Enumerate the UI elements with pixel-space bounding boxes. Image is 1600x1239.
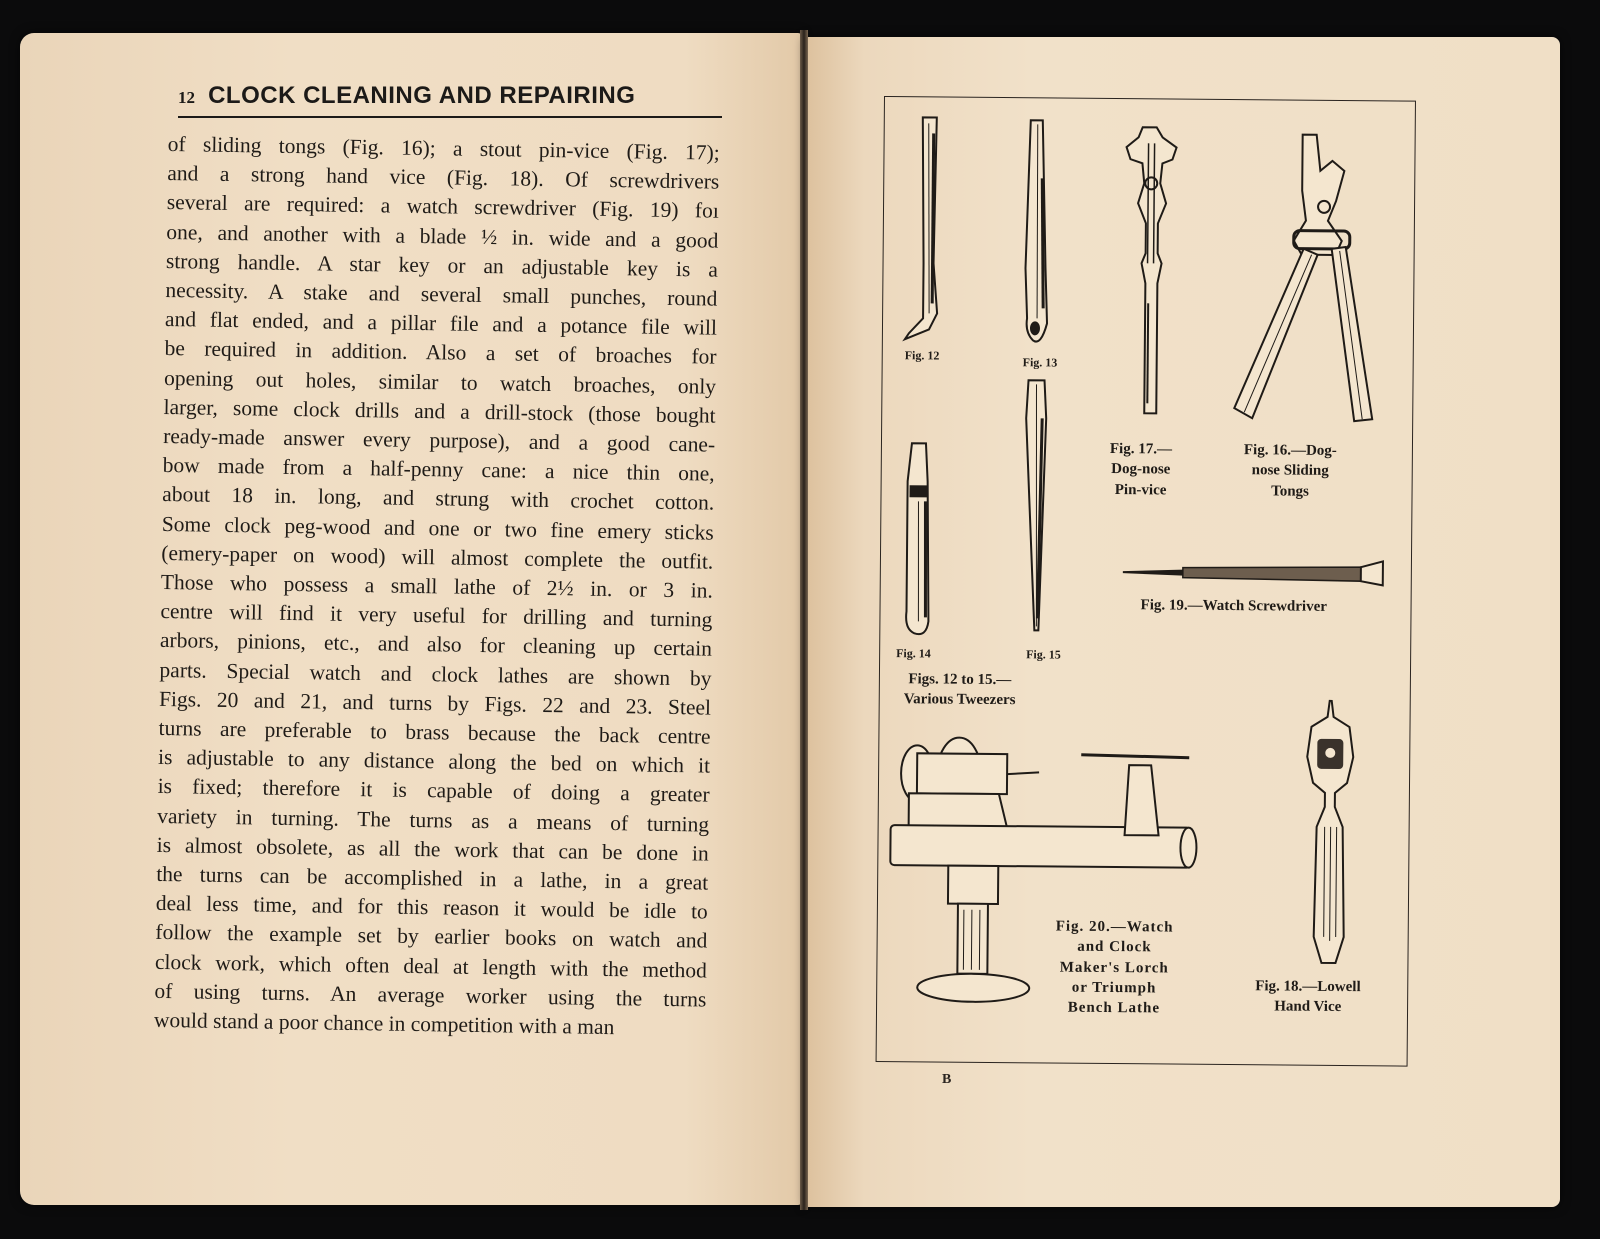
text-line: the turns can be accomplished in a lathe, in a great <box>156 861 709 895</box>
fig14-caption: Fig. 14 <box>896 646 931 661</box>
text-line: opening out holes, similar to watch broaches, only <box>163 365 717 399</box>
text-line: (emery-paper on wood) will almost complete the outfit. <box>161 540 714 574</box>
text-line: be required in addition. Also a set of broaches for <box>164 336 717 370</box>
text-line: clock work, which often deal at length with the method <box>154 949 708 983</box>
text-line: would stand a poor chance in competition with a man <box>153 1007 615 1040</box>
text-line: Those who possess a small lathe of 2½ in. or 3 in. <box>160 569 714 603</box>
fig13-caption: Fig. 13 <box>1022 355 1058 370</box>
text-line: of sliding tongs (Fig. 16); a stout pin-vice (Fig. 17); <box>167 131 720 165</box>
tweezers-fig12-drawing <box>901 113 953 347</box>
text-line: necessity. A stake and several small punches, round <box>165 277 718 311</box>
text-line: bow made from a half-penny cane: a nice thin one, <box>162 453 715 486</box>
text-line: and a strong hand vice (Fig. 18). Of screwdrivers <box>167 161 720 194</box>
fig12-caption: Fig. 12 <box>904 348 940 363</box>
hand-vice-fig18-drawing <box>1293 697 1365 982</box>
figs12to15-caption: Figs. 12 to 15.— Various Tweezers <box>903 671 1016 709</box>
text-line: is fixed; therefore it is capable of doing a greater <box>157 774 710 808</box>
sliding-tongs-fig16-drawing <box>1230 130 1383 435</box>
text-line: turns are preferable to brass because the back centre <box>158 715 711 749</box>
text-line: is almost obsolete, as all the work that can be done in <box>156 832 709 866</box>
text-line: Figs. 20 and 21, and turns by Figs. 22 and 23. Steel <box>158 686 712 720</box>
text-line: several are required: a watch screwdriver (Fig. 19) foı <box>166 190 719 224</box>
running-head <box>178 82 722 118</box>
text-line: strong handle. A star key or an adjustable key is a <box>165 248 719 282</box>
text-line: centre will find it very useful for drilling and turning <box>160 599 713 632</box>
pin-vice-fig17-drawing <box>1120 123 1183 428</box>
text-line: of using turns. An average worker using the turns <box>154 978 707 1012</box>
text-line: deal less time, and for this reason it would be idle to <box>155 891 708 924</box>
text-line: parts. Special watch and clock lathes are shown by <box>159 657 712 691</box>
text-line: and flat ended, and a pillar file and a potance file will <box>164 307 718 340</box>
fig19-caption: Fig. 19.—Watch Screwdriver <box>1140 597 1327 615</box>
fig17-caption: Fig. 17.— Dog-nose Pin-vice <box>1109 440 1173 498</box>
text-line: is adjustable to any distance along the bed on which it <box>157 745 711 778</box>
book-spine <box>800 30 808 1210</box>
figure-plate <box>876 96 1416 1067</box>
fig16-caption: Fig. 16.—Dog- nose Sliding Tongs <box>1243 442 1337 500</box>
tweezers-fig13-drawing <box>1019 118 1061 352</box>
tweezers-fig14-drawing <box>898 441 940 645</box>
text-line: arbors, pinions, etc., and also for cleaning up certain <box>159 628 713 662</box>
text-line: ready-made answer every purpose), and a good cane- <box>163 423 716 457</box>
page-title: CLOCK CLEANING AND REPAIRING <box>208 82 636 109</box>
fig15-caption: Fig. 15 <box>1026 647 1061 662</box>
text-line: about 18 in. long, and strung with crochet cotton. <box>162 482 715 516</box>
text-line: one, and another with a blade ½ in. wide and a good <box>166 219 719 253</box>
text-line: larger, some clock drills and a drill-stock (those bought <box>163 394 716 428</box>
fig20-caption: Fig. 20.—Watch and Clock Maker's Lorch or Triumph Bench Lathe <box>1055 918 1174 1017</box>
fig18-caption: Fig. 18.—Lowell Hand Vice <box>1255 978 1361 1016</box>
text-line: variety in turning. The turns as a means of turning <box>157 803 710 837</box>
page-number: 12 <box>178 88 195 107</box>
screwdriver-fig19-drawing <box>1121 557 1391 593</box>
tweezers-fig15-drawing <box>1016 378 1058 642</box>
text-line: follow the example set by earlier books on watch and <box>155 920 708 954</box>
text-line: Some clock peg-wood and one or two fine emery sticks <box>161 511 714 545</box>
signature-mark: B <box>942 1072 952 1087</box>
body-text <box>154 130 720 1044</box>
